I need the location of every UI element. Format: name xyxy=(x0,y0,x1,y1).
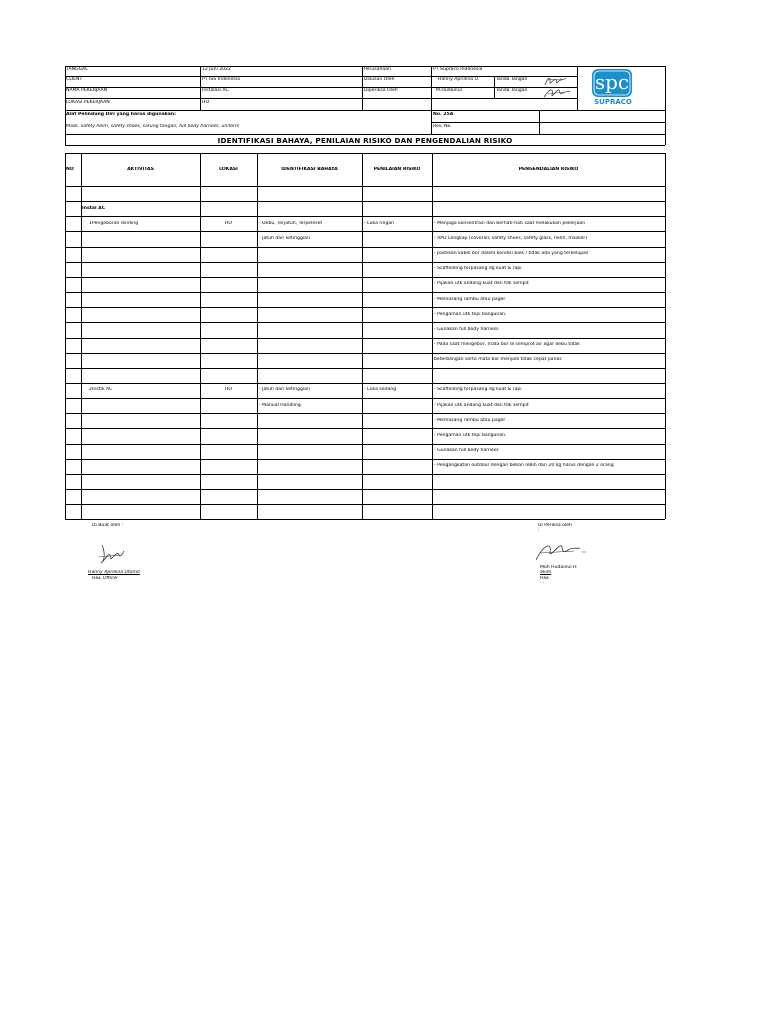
perusahaan-value: PT Supraco Indonesia xyxy=(433,67,483,72)
cell-pengendalian-risiko: - APD Lengkap (coverall, safety shoes, safety glass, helm, masker) xyxy=(434,235,588,241)
disusun-value: Hanny Aprillina U. xyxy=(438,77,480,82)
cell-pengendalian-risiko: - Memasang rambu atau pager xyxy=(434,296,506,302)
table-grid-line xyxy=(65,247,665,248)
table-grid-line xyxy=(200,153,201,519)
cell-pengendalian-risiko: - Pengaman utk tepi bangunan. xyxy=(434,432,507,438)
header-pengendalian-risiko: PENGENDALIAN RISIKO xyxy=(518,167,579,172)
table-grid-line xyxy=(65,353,665,354)
cell-pengendalian-risiko: - Memasang rambu atau pager xyxy=(434,417,506,423)
header-penilaian-risiko: PENILAIAN RISIKO xyxy=(373,167,421,172)
lokasi-pekerjaan-value: HO xyxy=(202,100,210,105)
checked-by-mark: · · xyxy=(540,581,545,586)
table-grid-line xyxy=(65,292,665,293)
table-grid-line xyxy=(65,504,665,505)
signature-hanny xyxy=(96,541,126,567)
cell-aktivitas: Instal AC xyxy=(92,387,113,393)
table-grid-line xyxy=(65,383,665,384)
table-grid-line xyxy=(65,322,665,323)
header-identifikasi-bahaya: IDENTIFIKASI BAHAYA xyxy=(281,167,338,172)
checked-by-role: HSE xyxy=(540,576,550,581)
cell-pengendalian-risiko: - Pada saat mengebor, mata bor di semprot air agar debu tidak xyxy=(434,342,580,347)
made-by-role: HSE Officer xyxy=(92,576,119,581)
doc-number: No. 25A xyxy=(433,112,454,117)
cell-lokasi: HO xyxy=(224,220,233,226)
tanda-tangan-label: Tanda Tangan xyxy=(496,77,528,82)
cell-penilaian-risiko: - Luka sedang xyxy=(364,387,397,393)
diperiksa-label: Diperiksa Oleh xyxy=(364,88,398,93)
table-grid-line xyxy=(65,428,665,429)
table-grid-line xyxy=(65,368,665,369)
table-grid-line xyxy=(65,489,665,490)
header-lokasi: LOKASI xyxy=(219,167,238,172)
table-grid-line xyxy=(65,231,665,232)
table-grid-line xyxy=(65,519,665,520)
cell-pengendalian-risiko: - Pijakan utk andang kuat dan tdk sempit xyxy=(434,281,529,287)
nama-pekerjaan-value: Instalasi AC xyxy=(202,88,229,93)
client-value: PT ISS Indonesia xyxy=(202,77,240,82)
cell-pengendalian-risiko: - Scaffolding terpasang dg kuat & rapi xyxy=(434,387,522,393)
table-grid-line xyxy=(65,153,665,154)
cell-aktivitas: Pengeboran dinding xyxy=(92,220,139,226)
table-grid-line xyxy=(65,338,665,339)
nama-pekerjaan-label: NAMA PEKERJAAN xyxy=(66,88,108,93)
cell-penilaian-risiko: - Luka ringan xyxy=(364,220,395,226)
table-grid-line xyxy=(65,153,66,519)
checked-by-colon: : xyxy=(538,529,540,534)
cell-identifikasi-bahaya: - Jatuh dari ketinggian xyxy=(259,387,310,393)
table-grid-line xyxy=(257,153,258,519)
checked-by-label: Di Periksa oleh xyxy=(538,523,573,528)
checked-by-name-cont: akim xyxy=(540,570,552,575)
cell-pengendalian-risiko: - Pijakan utk andang kuat dan tdk sempit xyxy=(434,402,529,408)
table-grid-line xyxy=(65,444,665,445)
cell-pengendalian-risiko: beterbangan serta mata bor menjadi tidak cepat panas xyxy=(434,357,562,363)
table-grid-line xyxy=(362,153,363,519)
cell-pengendalian-risiko: - pastikan kabel bor dalam kondisi baik / tidak ada yang terkelupas xyxy=(434,251,589,257)
table-grid-line xyxy=(65,398,665,399)
signature-hudainul xyxy=(530,540,590,564)
lokasi-pekerjaan-label: LOKASI PEKERJAAN xyxy=(66,100,110,105)
diperiksa-value: M.Hudainul xyxy=(436,88,462,93)
table-grid-line xyxy=(65,307,665,308)
cell-identifikasi-bahaya: - Manual Handling xyxy=(259,402,301,408)
cell-lokasi: HO xyxy=(224,387,233,393)
tanda-tangan-label: Tanda Tangan xyxy=(496,88,528,93)
cell-pengendalian-risiko: - Gunakan full body harness xyxy=(434,326,499,332)
table-grid-line xyxy=(432,153,433,519)
table-grid-line xyxy=(65,216,665,217)
table-grid-line xyxy=(65,277,665,278)
logo-subtitle: SUPRACO xyxy=(594,98,632,106)
cell-pengendalian-risiko: - Pengaman utk tepi bangunan. xyxy=(434,311,507,317)
table-grid-line xyxy=(665,153,666,519)
tanggal-label: TANGGAL xyxy=(66,67,88,72)
cell-identifikasi-bahaya: - Debu, Terjatuh, Terpeleset xyxy=(259,220,323,226)
rev-number: Rev. No. xyxy=(433,124,452,129)
cell-no: 2 xyxy=(89,387,92,393)
table-grid-line xyxy=(65,201,665,202)
made-by-name: Hanny Aprillina Utomo xyxy=(88,570,140,575)
logo-text: spc xyxy=(594,70,630,94)
disusun-label: Disusun Oleh xyxy=(364,77,395,82)
table-grid-line xyxy=(65,474,665,475)
header-aktivitas: AKTIVITAS xyxy=(127,167,154,172)
cell-pengendalian-risiko: - Pengangkatan outdoor dengan beban lebih dari 20 kg harus dengan 2 orang xyxy=(434,463,614,469)
cell-identifikasi-bahaya: - Jatuh dari ketinggian xyxy=(259,235,310,241)
apd-label: Alat Pelindung Diri yang harus digunakan: xyxy=(66,112,177,117)
table-grid-line xyxy=(65,186,665,187)
cell-aktivitas: Instal AC xyxy=(82,205,106,211)
tanggal-value: 12 Juni 2022 xyxy=(202,67,231,72)
header-no: NO xyxy=(66,167,74,172)
made-by-label: Di Buat oleh : xyxy=(92,523,124,528)
table-grid-line xyxy=(65,262,665,263)
table-grid-line xyxy=(65,459,665,460)
checked-by-name: Moh Hudainul H xyxy=(540,565,577,570)
cell-pengendalian-risiko: - Scaffolding terpasang dg kuat & rapi xyxy=(434,266,522,272)
apd-value: Mask, safety helm, safety shoes, sarung tangan, full body harness, uniform xyxy=(66,124,240,129)
cell-pengendalian-risiko: - Gunakan full body harness xyxy=(434,448,499,454)
document-title: IDENTIFIKASI BAHAYA, PENILAIAN RISIKO DAN PENGENDALIAN RISIKO xyxy=(217,136,513,145)
cell-no: 1 xyxy=(89,220,92,226)
client-label: CLIENT xyxy=(66,77,83,82)
table-grid-line xyxy=(65,413,665,414)
cell-pengendalian-risiko: - Menjaga konsentrasi dan berhati-hati saat melakukan pekerjaan xyxy=(434,220,586,226)
perusahaan-label: Perusahaan xyxy=(364,67,391,72)
